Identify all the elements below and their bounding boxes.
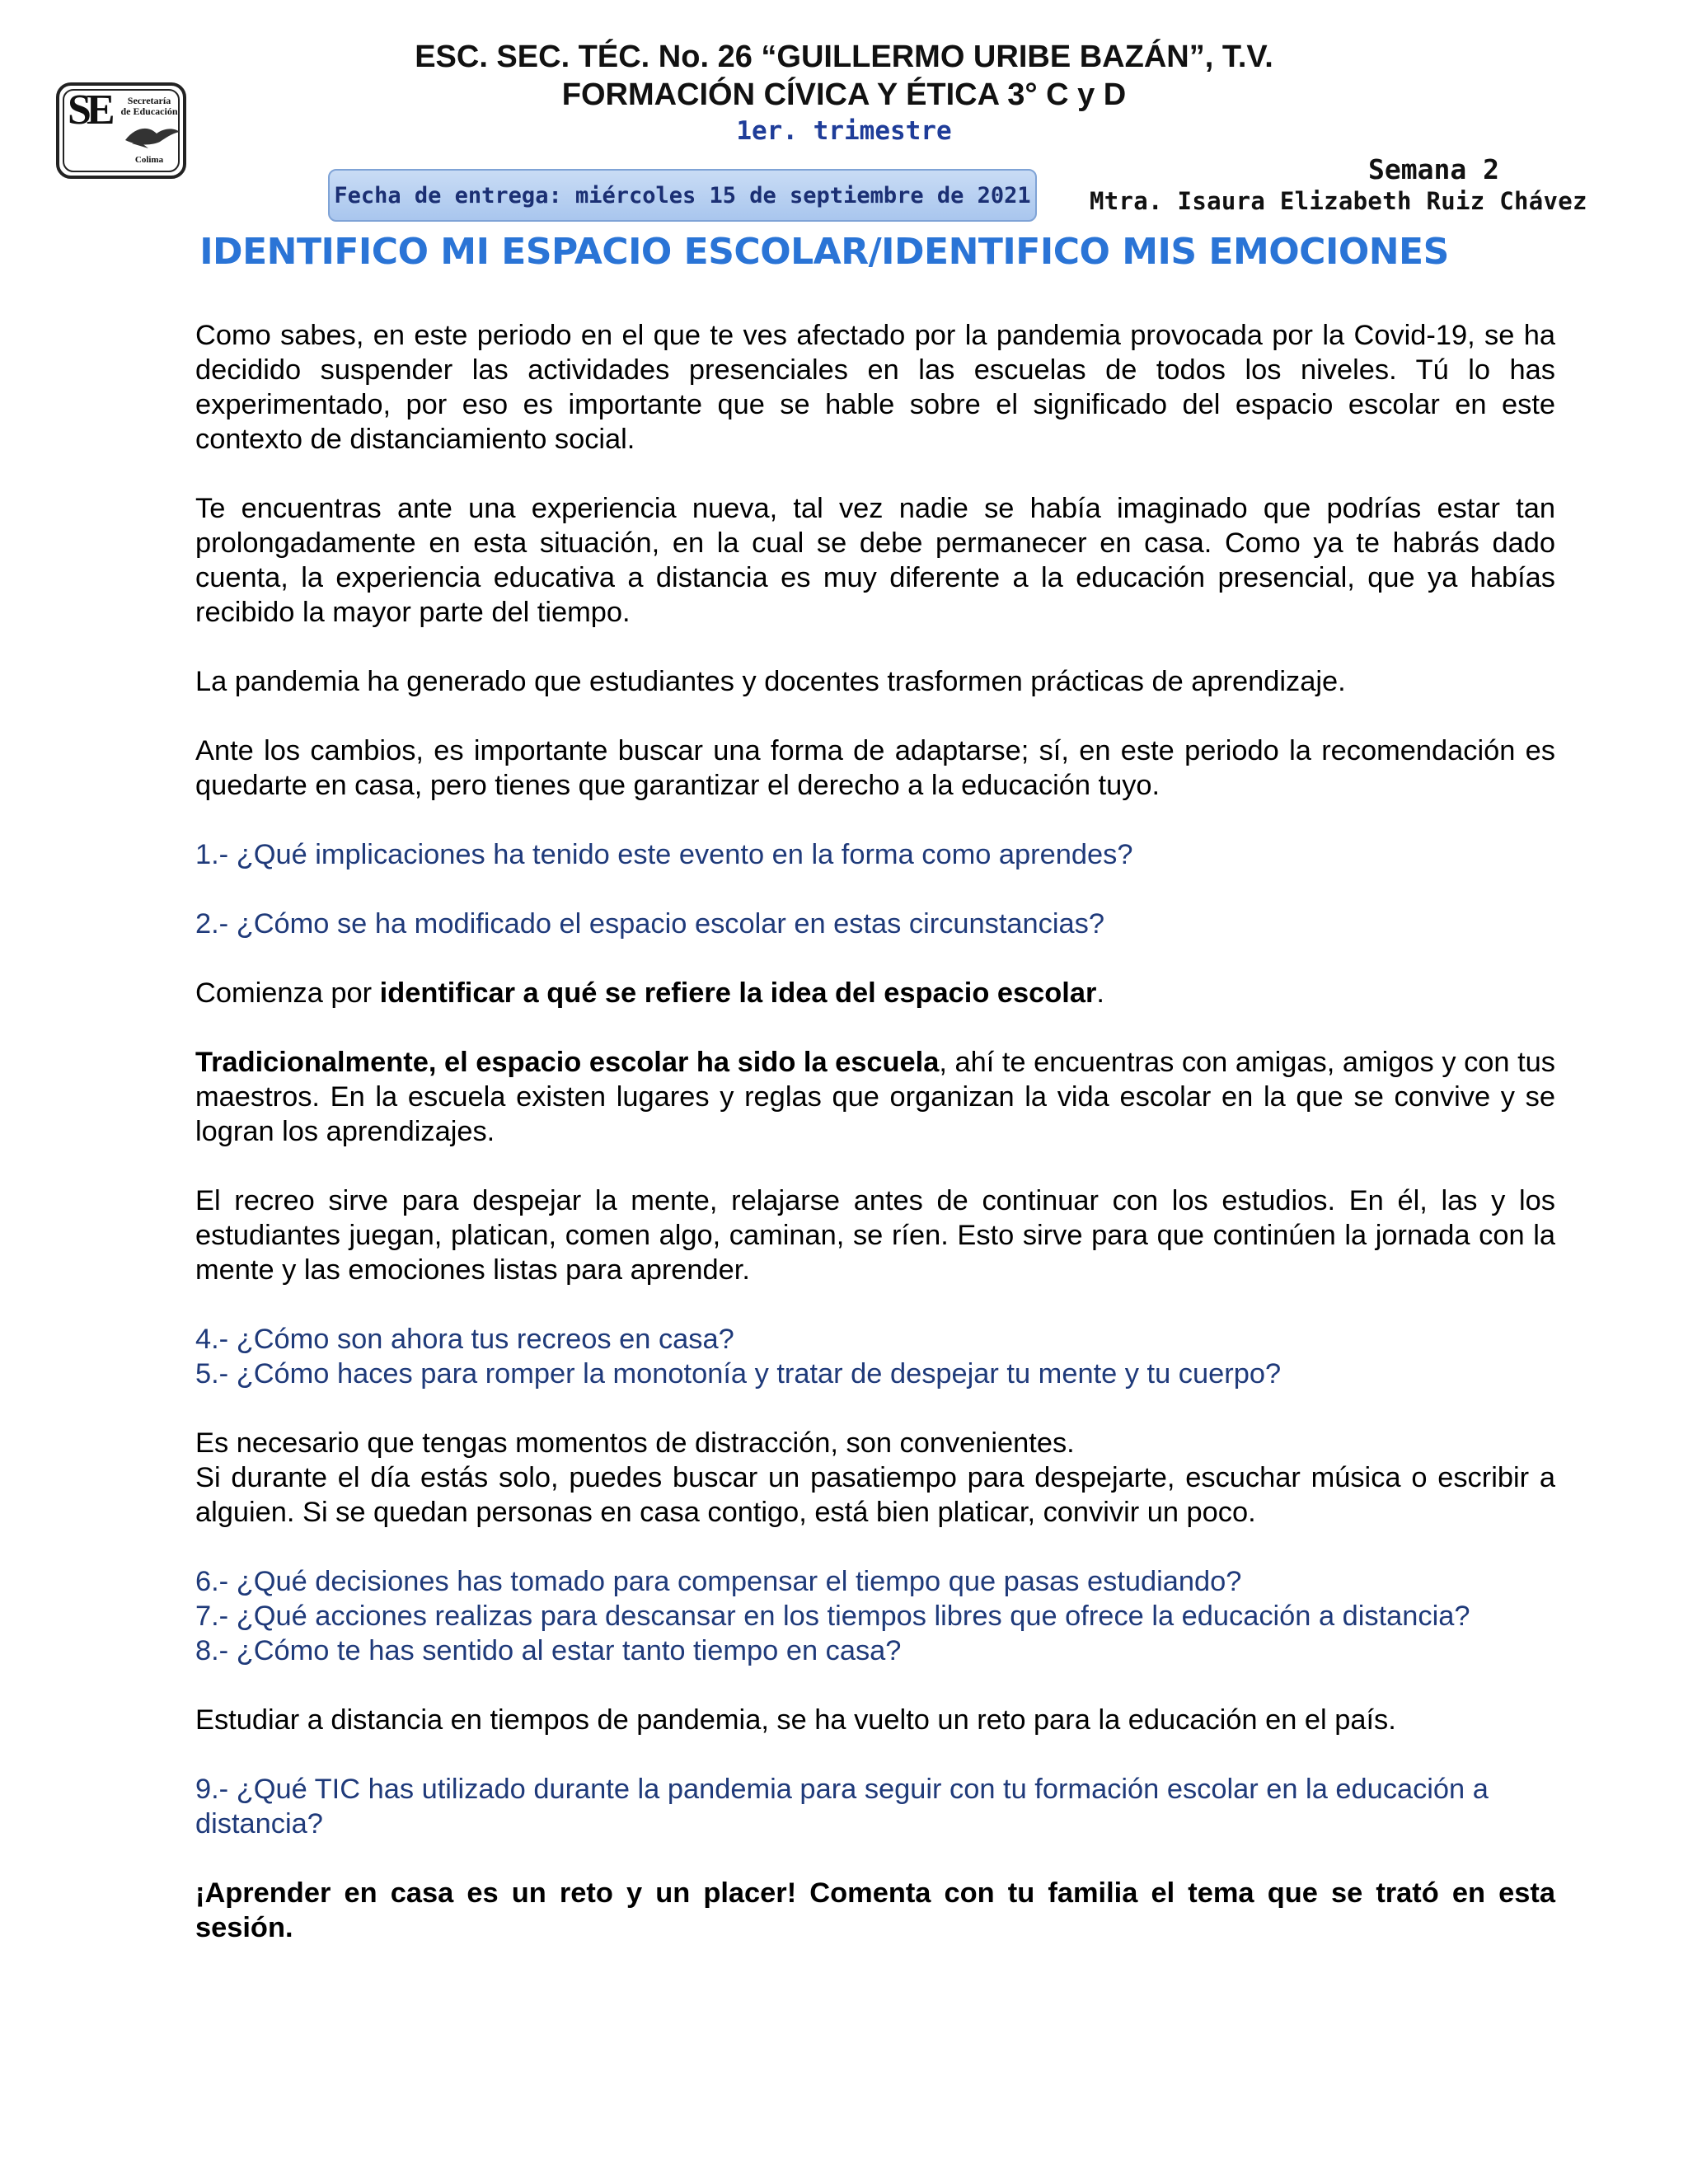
paragraph-10: Estudiar a distancia en tiempos de pandemia, se ha vuelto un reto para la educación en el país. [195,1704,1396,1736]
due-date-banner: Fecha de entrega: miércoles 15 de septiembre de 2021 [328,169,1037,222]
paragraph-5-bold: identificar a qué se refiere la idea del espacio escolar [379,977,1097,1009]
paragraph-9: Si durante el día estás solo, puedes buscar un pasatiempo para despejarte, escuchar música o escribir a alguien. Si se quedan personas en casa contigo, está bien platicar, convivir un poco. [195,1462,1555,1528]
closing-bold: ¡Aprender en casa es un reto y un placer! Comenta con tu familia el tema que se trató en esta sesión. [195,1877,1555,1943]
paragraph-7: El recreo sirve para despejar la mente, relajarse antes de continuar con los estudios. En él, las y los estudiantes juegan, platican, comen algo, caminan, se ríen. Esto sirve para que continúen la jornada con la mente y las emociones listas para aprender. [195,1185,1555,1286]
teacher-name: Mtra. Isaura Elizabeth Ruiz Chávez [1090,187,1587,215]
paragraph-5-start: Comienza por [195,977,380,1009]
question-2: 2.- ¿Cómo se ha modificado el espacio escolar en estas circunstancias? [195,908,1104,940]
page-title: IDENTIFICO MI ESPACIO ESCOLAR/IDENTIFICO MIS EMOCIONES [199,231,1449,273]
paragraph-6 [195,1045,1555,1149]
paragraph-6-rest: , ahí te encuentras con amigas, amigos y con tus maestros. En la escuela existen lugares y reglas que organizan la vida escolar en la que se convive y se logran los aprendizajes. [195,1047,1555,1147]
logo-line-2: de Educación [120,105,178,117]
week-label: Semana 2 [1368,153,1499,185]
paragraph-4: Ante los cambios, es importante buscar una forma de adaptarse; sí, en este periodo la recomendación es quedarte en casa, pero tienes que garantizar el derecho a la educación tuyo. [195,735,1555,801]
paragraph-2: Te encuentras ante una experiencia nueva, tal vez nadie se había imaginado que podrías estar tan prolongadamente en esta situación, en la cual se debe permanecer en casa. Como ya te habrás dado cuenta, la experiencia educativa a distancia es muy diferente a la educación presencial, que ya habías recibido la mayor parte del tiempo. [195,493,1555,628]
school-name: ESC. SEC. TÉC. No. 26 “GUILLERMO URIBE BAZÁN”, T.V. [415,40,1273,74]
paragraph-5-end: . [1096,977,1104,1009]
paragraph-8: Es necesario que tengas momentos de distracción, son convenientes. [195,1427,1075,1459]
question-7: 7.- ¿Qué acciones realizas para descansar en los tiempos libres que ofrece la educación a distancia? [195,1601,1470,1632]
question-8: 8.- ¿Cómo te has sentido al estar tanto tiempo en casa? [195,1635,902,1666]
paragraph-1: Como sabes, en este periodo en el que te ves afectado por la pandemia provocada por la Covid-19, se ha decidido suspender las actividades presenciales en las escuelas de todos los niveles. Tú lo has experimentado, por eso es importante que se hable sobre el significado del espacio escolar en este contexto de distanciamiento social. [195,320,1555,455]
question-1: 1.- ¿Qué implicaciones ha tenido este evento en la forma como aprendes? [195,839,1133,870]
question-6: 6.- ¿Qué decisiones has tomado para compensar el tiempo que pasas estudiando? [195,1566,1242,1597]
logo-line-1: Secretaría [127,95,171,106]
closing-message [195,1876,1555,1945]
question-5: 5.- ¿Cómo haces para romper la monotonía y tratar de despejar tu mente y tu cuerpo? [195,1358,1282,1390]
term-label: 1er. trimestre [736,116,952,146]
logo-letters: SE [68,87,110,134]
logo-line-3: Colima [134,155,164,165]
paragraph-3: La pandemia ha generado que estudiantes y docentes trasformen prácticas de aprendizaje. [195,666,1346,697]
course-name: FORMACIÓN CÍVICA Y ÉTICA 3° C y D [561,77,1127,112]
document-body [195,318,1555,1980]
paragraph-5 [195,976,1555,1010]
question-4: 4.- ¿Cómo son ahora tus recreos en casa? [195,1324,734,1355]
paragraph-6-bold: Tradicionalmente, el espacio escolar ha sido la escuela [195,1047,940,1078]
question-9: 9.- ¿Qué TIC has utilizado durante la pandemia para seguir con tu formación escolar en la educación a distancia? [195,1774,1489,1840]
